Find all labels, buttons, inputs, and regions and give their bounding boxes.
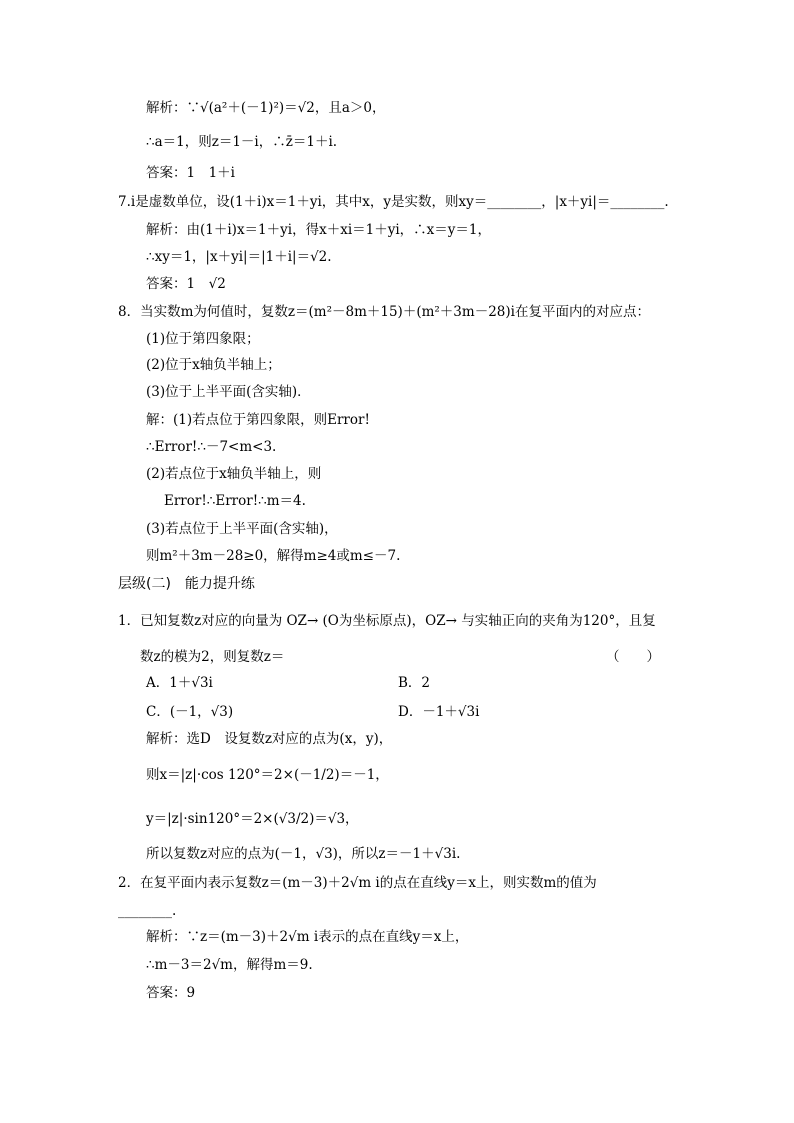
text-line: (3)位于上半平面(含实轴)．: [146, 384, 311, 400]
text-line: 解析：∵√(a²＋(－1)²)＝√2，且a＞0，: [146, 100, 386, 116]
text-line: 答案：9: [146, 985, 196, 1001]
text-line: (1)位于第四象限；: [146, 331, 260, 347]
text-line: 所以复数z对应的点为(－1，√3)，所以z＝－1＋√3i.: [146, 846, 461, 862]
text-line: 数z的模为2，则复数z＝: [140, 649, 285, 665]
text-line: ∴m－3＝2√m，解得m＝9.: [146, 957, 313, 973]
option-a: A．1＋√3i: [146, 675, 213, 691]
text-line: (3)若点位于上半平面(含实轴)，: [146, 521, 338, 537]
section-heading: 层级(二) 能力提升练: [118, 576, 255, 592]
text-line: ________.: [118, 903, 177, 919]
option-b: B．2: [398, 675, 431, 691]
question-line: 1．已知复数z对应的向量为 OZ→ (O为坐标原点)，OZ→ 与实轴正向的夹角为120°，且复: [118, 613, 656, 629]
text-line: (2)位于x轴负半轴上；: [146, 357, 281, 373]
text-line: 解：(1)若点位于第四象限，则Error!: [146, 412, 370, 428]
text-line: (2)若点位于x轴负半轴上，则: [146, 466, 322, 482]
text-line: 解析：由(1＋i)x＝1＋yi，得x＋xi＝1＋yi，∴x＝y＝1，: [146, 222, 491, 238]
text-line: ∴Error!∴－7<m<3.: [146, 439, 277, 455]
text-line: 答案：1 √2: [146, 276, 226, 292]
option-c: C．(－1，√3): [146, 704, 234, 720]
text-line: 答案：1 1＋i: [146, 165, 235, 181]
text-line: ∴a＝1，则z＝1－i，∴z̄＝1＋i.: [146, 134, 338, 150]
text-line: Error!∴Error!∴m＝4.: [164, 493, 306, 509]
question-line: 2．在复平面内表示复数z＝(m－3)＋2√m i的点在直线y＝x上，则实数m的值为: [118, 875, 597, 891]
text-line: 解析：选D 设复数z对应的点为(x，y)，: [146, 731, 393, 747]
option-d: D．－1＋√3i: [398, 704, 480, 720]
text-line: ∴xy＝1，|x＋yi|＝|1＋i|＝√2.: [146, 249, 332, 265]
answer-bracket: （ ）: [606, 649, 660, 665]
question-line: 8．当实数m为何值时，复数z＝(m²－8m＋15)＋(m²＋3m－28)i在复平面内的对应点：: [118, 304, 650, 320]
text-line: 则m²＋3m－28≥0，解得m≥4或m≤－7.: [146, 548, 401, 564]
text-line: 则x＝|z|·cos 120°＝2×(－1/2)＝－1，: [146, 767, 389, 783]
text-line: 解析：∵z＝(m－3)＋2√m i表示的点在直线y＝x上，: [146, 929, 469, 945]
text-line: y＝|z|·sin120°＝2×(√3/2)＝√3，: [146, 811, 359, 827]
question-line: 7.i是虚数单位，设(1＋i)x＝1＋yi，其中x，y是实数，则xy＝________，|x＋yi|＝________.: [118, 194, 669, 210]
